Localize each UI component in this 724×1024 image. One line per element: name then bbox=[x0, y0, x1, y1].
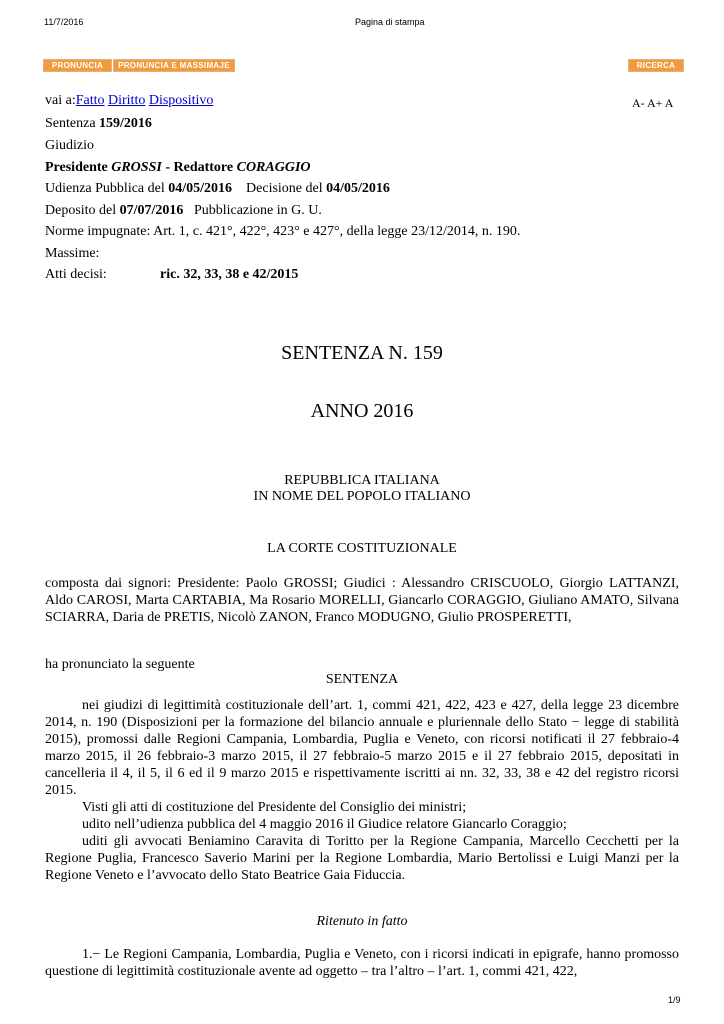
paragraph-ricorsi bbox=[45, 946, 679, 980]
paragraph-udito: udito nell’udienza pubblica del 4 maggio 2016 il Giudice relatore Giancarlo Coraggio; bbox=[82, 817, 567, 832]
redattore-name: CORAGGIO bbox=[236, 160, 311, 175]
deposito-date: 07/07/2016 bbox=[119, 203, 184, 218]
presidente-name: GROSSI bbox=[111, 160, 162, 175]
udienza-row bbox=[45, 180, 390, 197]
tab-pronuncia-massime[interactable]: PRONUNCIA E MASSIMAJE bbox=[113, 59, 235, 72]
giudizio: Giudizio bbox=[45, 138, 94, 153]
atti-label: Atti decisi: bbox=[45, 267, 107, 282]
pronunciato-line: ha pronunciato la seguente bbox=[45, 657, 195, 672]
page-number: 1/9 bbox=[668, 995, 681, 1005]
paragraph-giudizi: nei giudizi di legittimità costituzionale dell’art. 1, commi 421, 422, 423 e 427, della legge 23 dicembre 2014, n. 190 (Disposizioni per la formazione del bilancio annuale e pluriennale dello Stato − legge di stabilità 2015), promossi dalle Regioni Campania, Lombardia, Puglia e Veneto, con ricorsi notificati il 27 febbraio-4 marzo 2015, il 26 febbraio-3 marzo 2015, il 27 febbraio-5 marzo 2015 e il 27 febbraio 2015, depositati in cancelleria il 4, il 5, il 6 ed il 9 marzo 2015 e rispettivamente iscritti ai nn. 32, 33, 38 e 42 del registro ricorsi 2015. bbox=[45, 698, 679, 798]
nome-popolo: IN NOME DEL POPOLO ITALIANO bbox=[253, 489, 471, 504]
paragraph-visti: Visti gli atti di costituzione del Presidente del Consiglio dei ministri; bbox=[82, 800, 467, 815]
nav-prefix: vai a: bbox=[45, 93, 76, 108]
repubblica-italiana: REPUBBLICA ITALIANA bbox=[284, 473, 440, 488]
massime-label: Massime: bbox=[45, 246, 100, 261]
tab-ricerca[interactable]: RICERCA bbox=[628, 59, 684, 72]
section-nav bbox=[45, 92, 213, 109]
sentenza-number: 159/2016 bbox=[99, 116, 152, 131]
corte-costituzionale: LA CORTE COSTITUZIONALE bbox=[267, 541, 457, 556]
presidente-label: Presidente bbox=[45, 160, 112, 175]
print-date: 11/7/2016 bbox=[44, 17, 84, 27]
font-size-controls[interactable]: A- A+ A bbox=[632, 96, 674, 110]
paragraph-uditi: uditi gli avvocati Beniamino Caravita di Toritto per la Regione Campania, Marcello Cecchetti per la Regione Puglia, Francesco Saverio Marini per la Regione Lombardia, Mario Bertolissi e Luigi Manzi per la Regione Veneto e l’avvocato dello Stato Beatrice Gaia Fiduccia. bbox=[45, 834, 679, 883]
presidente-row bbox=[45, 159, 311, 176]
deposito-label: Deposito del bbox=[45, 203, 120, 218]
atti-value: ric. 32, 33, 38 e 42/2015 bbox=[160, 267, 299, 282]
redattore-label: - Redattore bbox=[161, 160, 237, 175]
link-dispositivo[interactable]: Dispositivo bbox=[148, 93, 214, 108]
link-fatto[interactable]: Fatto bbox=[75, 93, 105, 108]
body-paragraphs bbox=[45, 697, 679, 884]
ritenuto-heading: Ritenuto in fatto bbox=[316, 914, 408, 929]
sentenza-label: Sentenza bbox=[45, 116, 100, 131]
tab-pronuncia[interactable]: PRONUNCIA bbox=[43, 59, 112, 72]
sentenza-row bbox=[45, 115, 152, 132]
composizione-corte: composta dai signori: Presidente: Paolo GROSSI; Giudici : Alessandro CRISCUOLO, Giorgio LATTANZI, Aldo CAROSI, Marta CARTABIA, Ma Rosario MORELLI, Giancarlo CORAGGIO, Giuliano AMATO, Silvana SCIARRA, Daria de PRETIS, Nicolò ZANON, Franco MODUGNO, Giulio PROSPERETTI, bbox=[45, 576, 679, 625]
pubblicazione-label: Pubblicazione in G. U. bbox=[193, 203, 322, 218]
udienza-date: 04/05/2016 bbox=[168, 181, 233, 196]
paragraph-ricorsi-text: 1.− Le Regioni Campania, Lombardia, Puglia e Veneto, con i ricorsi indicati in epigrafe, hanno promosso questione di legittimità costituzionale avente ad oggetto – tra l’altro – l’art. 1, commi 421, 422, bbox=[45, 947, 679, 979]
deposito-row bbox=[45, 202, 322, 219]
sentenza-subheading: SENTENZA bbox=[325, 672, 399, 687]
udienza-label: Udienza Pubblica del bbox=[45, 181, 169, 196]
print-title: Pagina di stampa bbox=[355, 17, 425, 27]
anno-heading: ANNO 2016 bbox=[310, 400, 414, 422]
link-diritto[interactable]: Diritto bbox=[108, 93, 146, 108]
norme-impugnate: Norme impugnate: Art. 1, c. 421°, 422°, 423° e 427°, della legge 23/12/2014, n. 190. bbox=[45, 224, 521, 239]
decisione-date: 04/05/2016 bbox=[326, 181, 390, 196]
sentenza-heading: SENTENZA N. 159 bbox=[281, 342, 443, 364]
decisione-label: Decisione del bbox=[246, 181, 327, 196]
